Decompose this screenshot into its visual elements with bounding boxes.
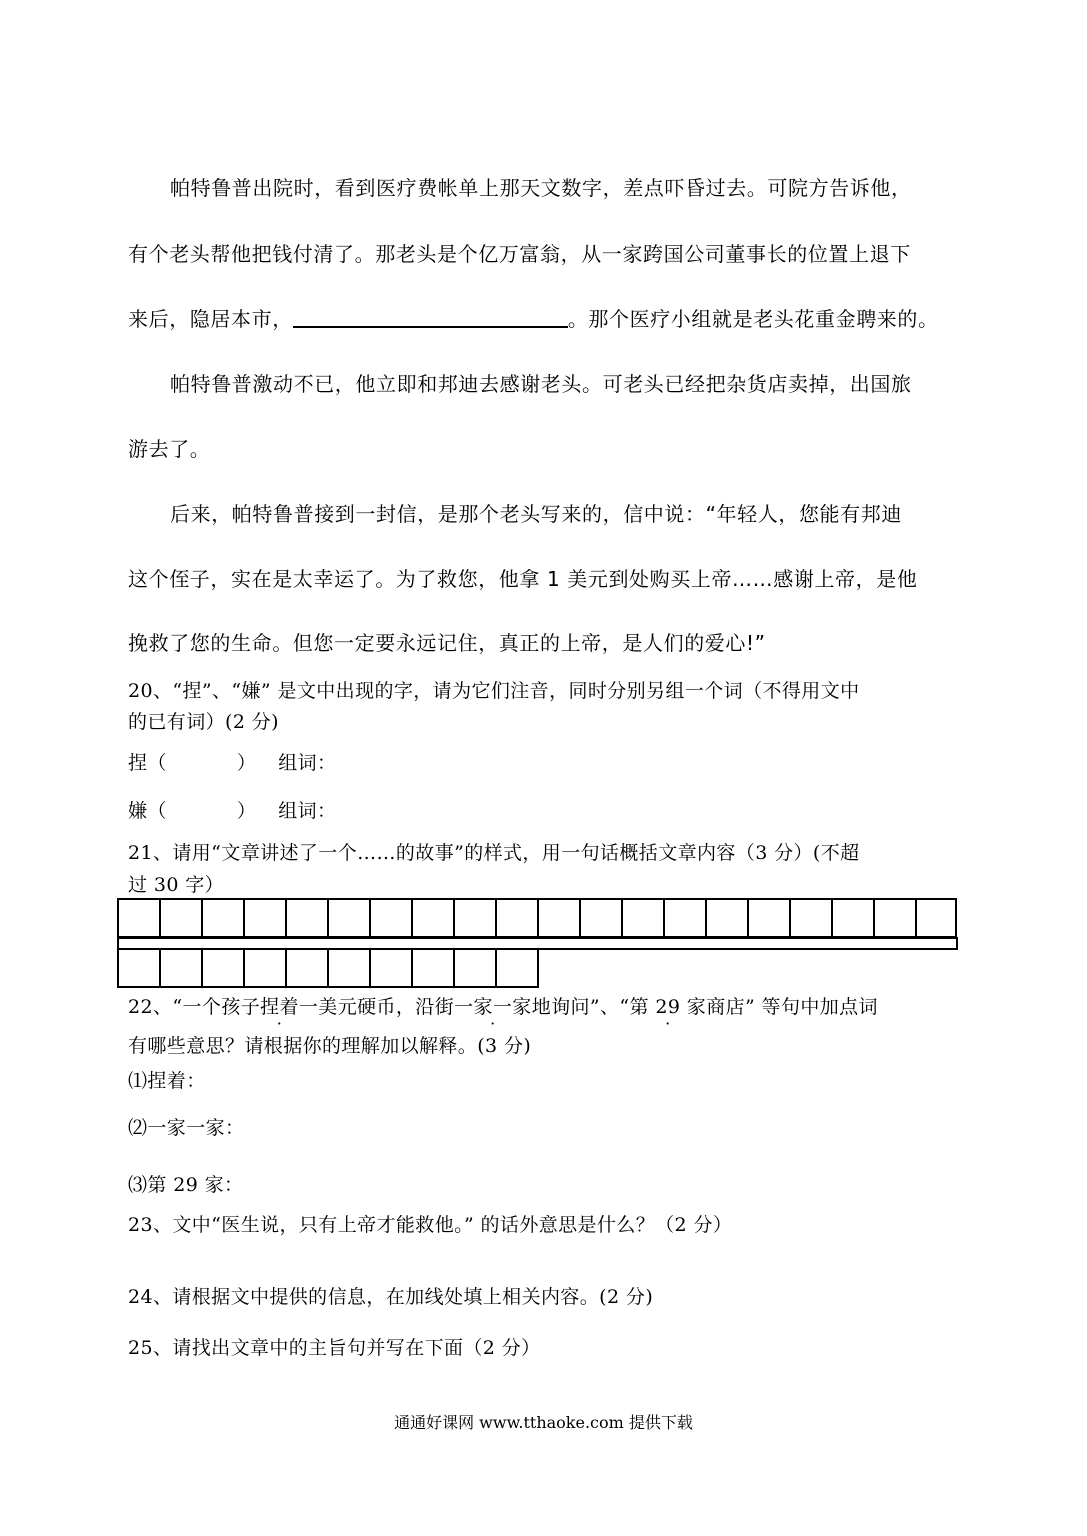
passage-line: 这个侄子，实在是太幸运了。为了救您，他拿 1 美元到处购买上帝……感谢上帝，是他 <box>128 567 918 591</box>
question-21: 21、请用“文章讲述了一个……的故事”的样式，用一句话概括文章内容（3 分）(不超 <box>128 842 860 864</box>
footer-text: 通通好课网 www.tthaoke.com 提供下载 <box>394 1413 693 1432</box>
grid-cell[interactable] <box>202 899 244 937</box>
question-25: 25、请找出文章中的主旨句并写在下面（2 分） <box>128 1337 541 1359</box>
question-23: 23、文中“医生说，只有上帝才能救他。” 的话外意思是什么？（2 分） <box>128 1214 733 1236</box>
grid-cell[interactable] <box>832 899 874 937</box>
grid-cell[interactable] <box>118 899 160 937</box>
grid-cell[interactable] <box>328 899 370 937</box>
dotted-word: 捏着 <box>260 996 299 1018</box>
question-22-sub-1: ⑴捏着： <box>128 1070 206 1092</box>
char-label: 嫌（ <box>128 800 167 822</box>
passage-line: 帕特鲁普激动不已，他立即和邦迪去感谢老头。可老头已经把杂货店卖掉，出国旅 <box>170 372 912 396</box>
q22-text: 地询问”、“ <box>531 996 630 1018</box>
grid-cell[interactable] <box>118 949 160 987</box>
grid-cell[interactable] <box>244 899 286 937</box>
question-22-cont: 有哪些意思？请根据你的理解加以解释。(3 分) <box>128 1035 532 1057</box>
passage-line: 有个老头帮他把钱付清了。那老头是个亿万富翁，从一家跨国公司董事长的位置上退下 <box>128 242 911 266</box>
grid-cell[interactable] <box>370 949 412 987</box>
grid-cell[interactable] <box>454 949 496 987</box>
q22-text: 22、“一个孩子 <box>128 996 261 1018</box>
question-24: 24、请根据文中提供的信息，在加线处填上相关内容。(2 分) <box>128 1286 654 1308</box>
char-label: 捏（ <box>128 752 167 774</box>
question-21-cont: 过 30 字） <box>128 874 225 896</box>
q22-text: 一美元硬币，沿街 <box>298 996 455 1018</box>
grid-cell[interactable] <box>412 949 454 987</box>
grid-cell[interactable] <box>916 899 956 937</box>
passage-text: 来后，隐居本市， <box>128 307 293 331</box>
grid-cell[interactable] <box>538 899 580 937</box>
question-22 <box>128 992 878 1019</box>
passage-line: 游去了。 <box>128 437 211 461</box>
question-20-cont: 的已有词）(2 分) <box>128 711 279 733</box>
grid-cell[interactable] <box>706 899 748 937</box>
grid-cell[interactable] <box>160 949 202 987</box>
grid-cell[interactable] <box>286 949 328 987</box>
pinyin-row-nie <box>128 748 336 775</box>
grid-cell[interactable] <box>496 899 538 937</box>
grid-cell[interactable] <box>664 899 706 937</box>
grid-cell[interactable] <box>202 949 244 987</box>
grid-cell[interactable] <box>412 899 454 937</box>
grid-cell[interactable] <box>328 949 370 987</box>
fill-in-blank[interactable] <box>293 306 568 328</box>
grid-cell[interactable] <box>790 899 832 937</box>
q22-text: 商店” 等句中加点词 <box>706 996 878 1018</box>
grid-cell[interactable] <box>454 899 496 937</box>
grid-cell[interactable] <box>748 899 790 937</box>
word-label: 组词： <box>278 752 337 774</box>
grid-cell[interactable] <box>370 899 412 937</box>
dotted-word: 一家一家 <box>454 996 532 1018</box>
grid-cell[interactable] <box>160 899 202 937</box>
pinyin-row-xian <box>128 796 336 823</box>
word-label: 组词： <box>278 800 337 822</box>
grid-cell[interactable] <box>286 899 328 937</box>
question-22-sub-2: ⑵一家一家： <box>128 1117 245 1139</box>
grid-cell[interactable] <box>874 899 916 937</box>
passage-line <box>128 303 939 332</box>
passage-line: 帕特鲁普出院时，看到医疗费帐单上那天文数字，差点吓昏过去。可院方告诉他， <box>170 176 912 200</box>
passage-text: 。那个医疗小组就是老头花重金聘来的。 <box>567 307 939 331</box>
grid-cell[interactable] <box>622 899 664 937</box>
passage-line: 挽救了您的生命。但您一定要永远记住，真正的上帝，是人们的爱心!” <box>128 631 766 655</box>
grid-cell[interactable] <box>244 949 286 987</box>
grid-cell[interactable] <box>580 899 622 937</box>
paren: ） <box>236 800 257 822</box>
dotted-word: 第 29 家 · <box>630 996 707 1018</box>
grid-cell[interactable] <box>496 949 538 987</box>
question-22-sub-3: ⑶第 29 家： <box>128 1174 244 1196</box>
paren: ） <box>236 752 257 774</box>
passage-line: 后来，帕特鲁普接到一封信，是那个老头写来的，信中说：“年轻人，您能有邦迪 <box>170 502 902 526</box>
question-20: 20、“捏”、“嫌” 是文中出现的字，请为它们注音，同时分别另组一个词（不得用文中 <box>128 680 860 702</box>
answer-grid-row-1 <box>117 898 957 938</box>
answer-grid-row-2 <box>117 948 539 988</box>
